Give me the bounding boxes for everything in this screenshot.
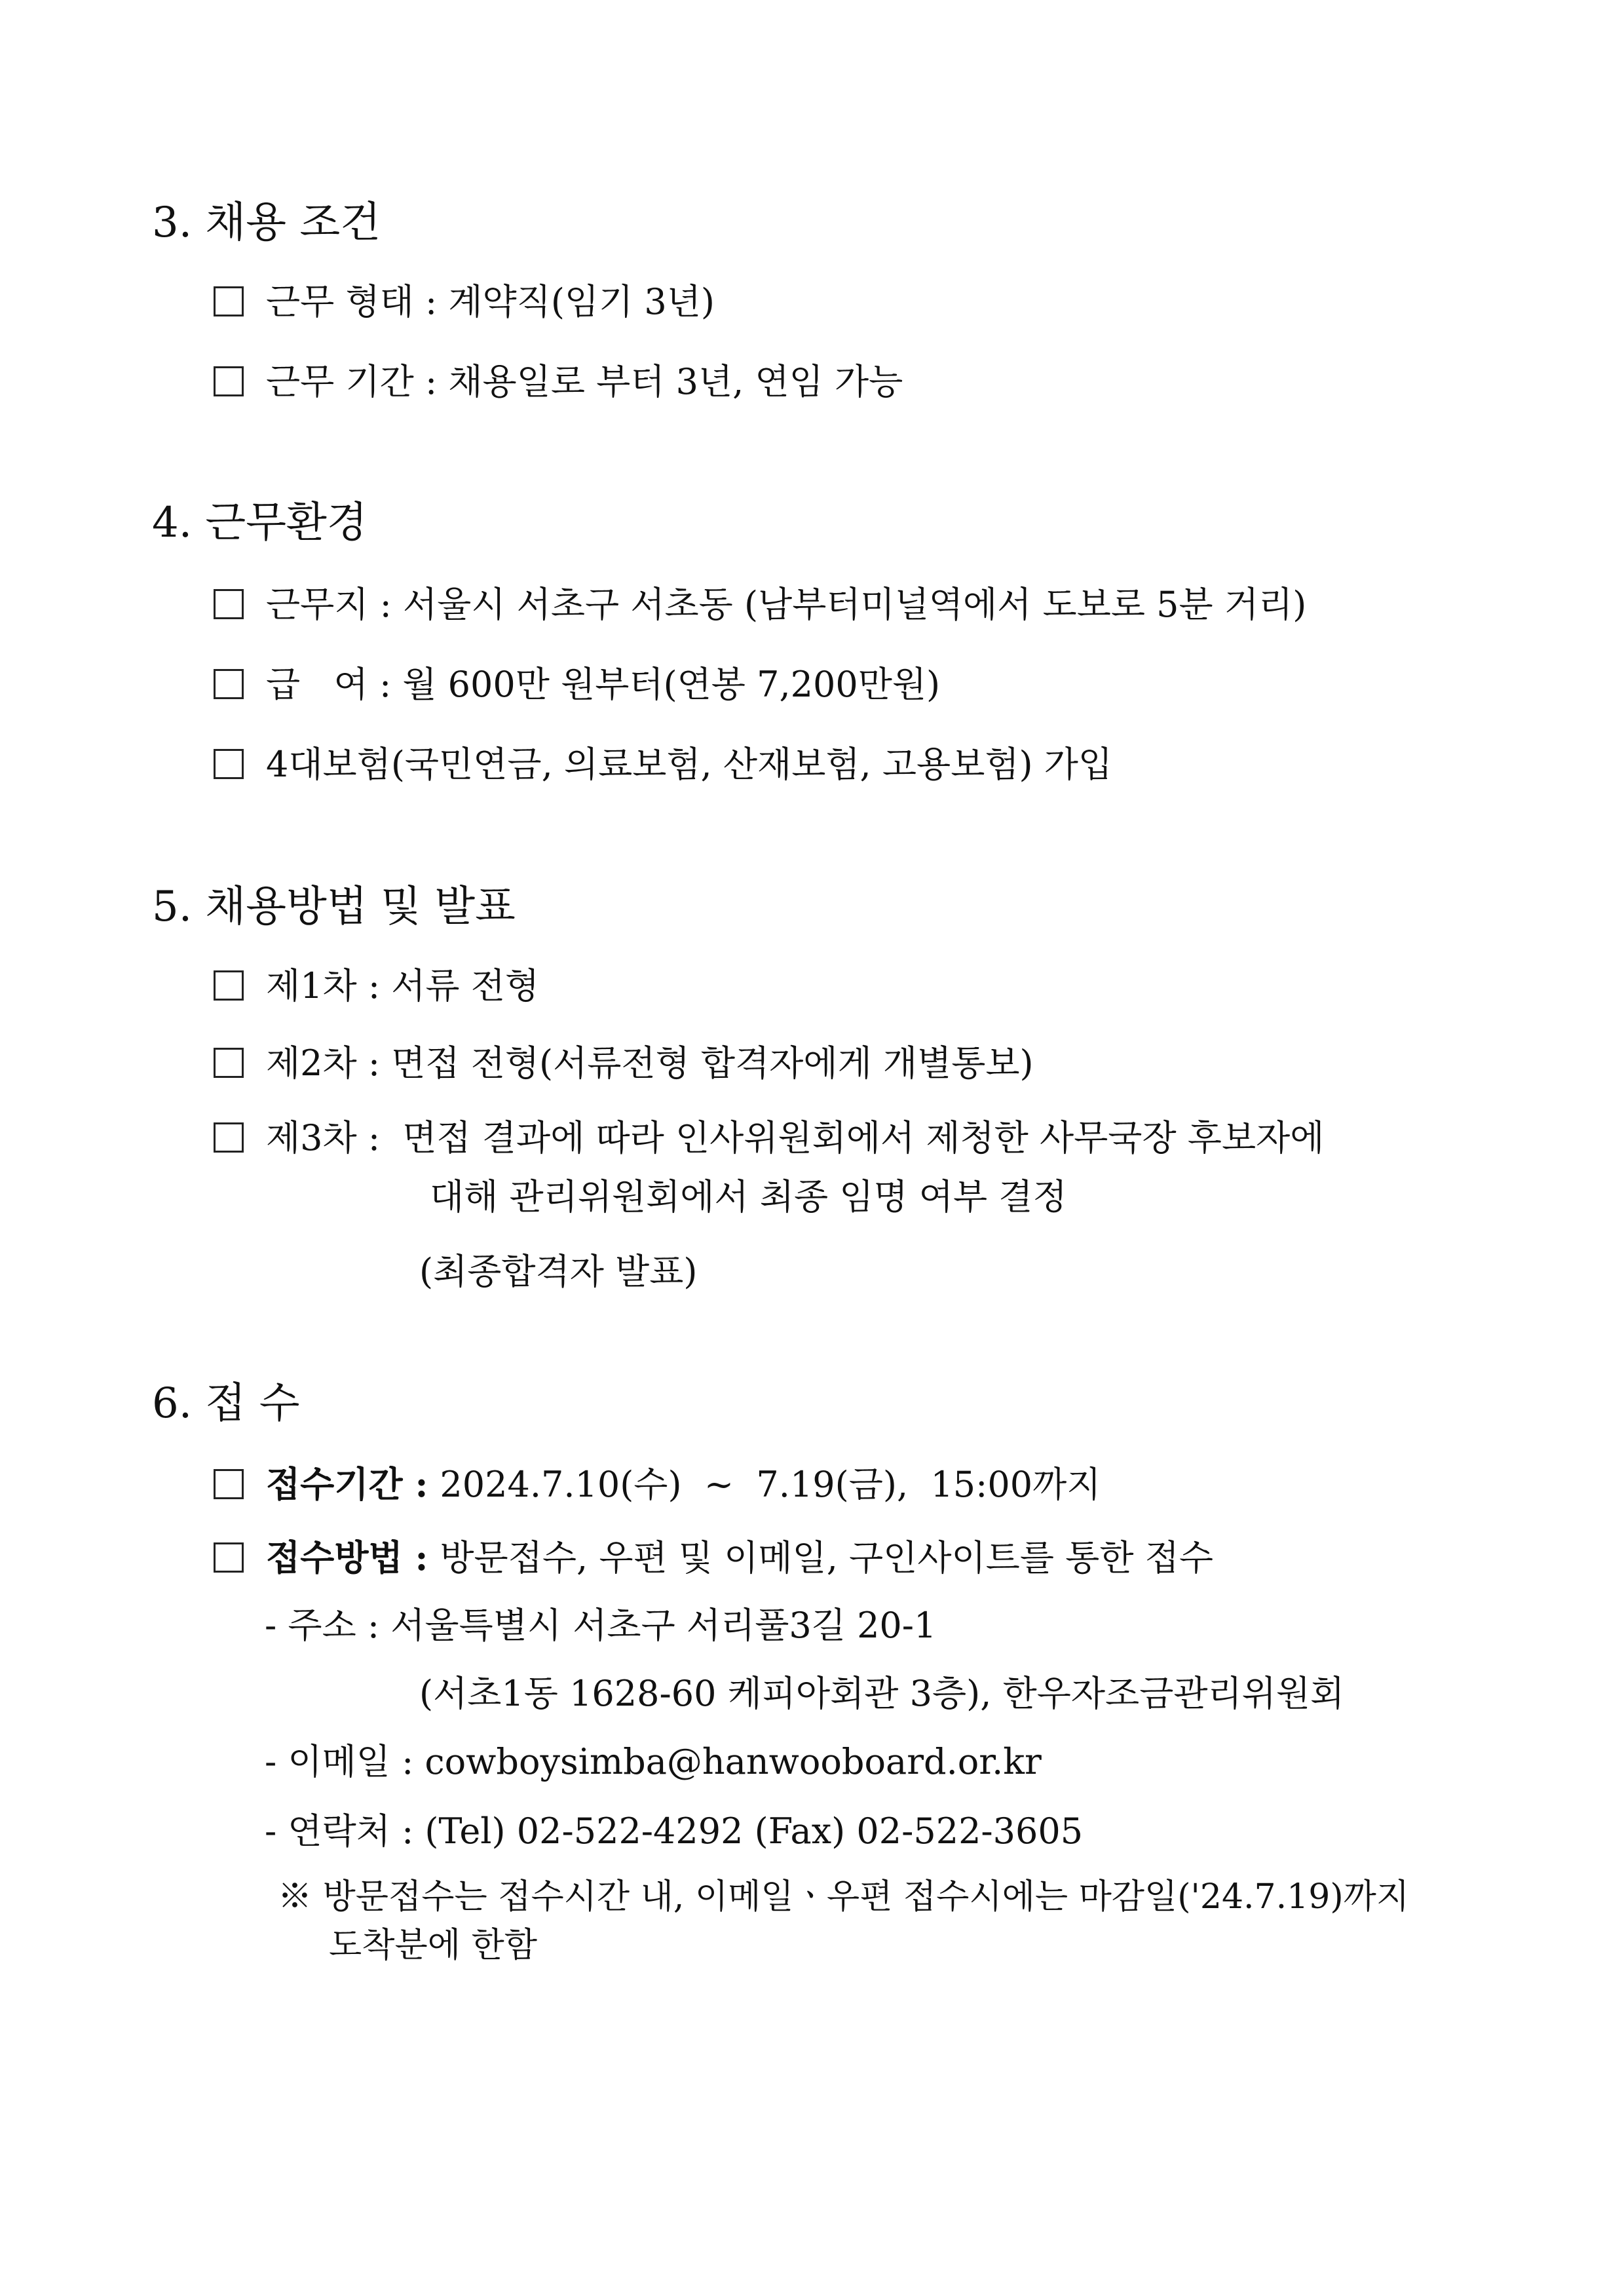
- list-item-text: 제2차 : 면접 전형(서류전형 합격자에게 개별통보): [266, 1043, 1034, 1084]
- contact-line: - 연락처 : (Tel) 02-522-4292 (Fax) 02-522-3605: [265, 1810, 1084, 1852]
- address-line: - 주소 : 서울특별시 서초구 서리풀3길 20-1: [265, 1605, 937, 1646]
- list-item-text: 4대보험(국민연금, 의료보험, 산재보험, 고용보험) 가입: [266, 744, 1113, 785]
- checkbox-icon: [214, 589, 244, 619]
- list-item-note: (최종합격자 발표): [419, 1251, 698, 1292]
- section-5-heading: 5. 채용방법 및 발표: [152, 883, 516, 931]
- checkbox-icon: [214, 1122, 244, 1153]
- list-item-continuation: 대해 관리위원회에서 최종 임명 여부 결정: [430, 1176, 1067, 1217]
- email-line: - 이메일 : cowboysimba@hanwooboard.or.kr: [265, 1741, 1042, 1782]
- checkbox-icon: [214, 669, 244, 699]
- list-item: [214, 742, 1112, 788]
- list-item-text: 근무지 : 서울시 서초구 서초동 (남부터미널역에서 도보로 5분 거리): [266, 584, 1307, 625]
- note-continuation: 도착분에 한함: [329, 1926, 537, 1965]
- address-continuation: (서초1동 1628-60 케피아회관 3층), 한우자조금관리위원회: [419, 1673, 1345, 1714]
- checkbox-icon: [214, 970, 244, 1001]
- list-item: [214, 1115, 1324, 1161]
- checkbox-icon: [214, 286, 244, 316]
- method-value: 방문접수, 우편 및 이메일, 구인사이트를 통한 접수: [440, 1537, 1213, 1578]
- list-item: [214, 1461, 1101, 1508]
- checkbox-icon: [214, 1542, 244, 1573]
- list-item: [214, 279, 715, 325]
- list-item-text: 제1차 : 서류 전형: [266, 965, 540, 1006]
- list-item: [214, 963, 539, 1009]
- section-6-heading: 6. 접 수: [152, 1379, 300, 1428]
- checkbox-icon: [214, 366, 244, 396]
- list-item-text: 급 여 : 월 600만 원부터(연봉 7,200만원): [266, 664, 941, 705]
- list-item: [214, 359, 903, 405]
- section-4-heading: 4. 근무환경: [152, 499, 368, 547]
- method-label: 접수방법 :: [266, 1537, 428, 1578]
- period-label: 접수기간 :: [266, 1463, 428, 1505]
- list-item: [214, 1041, 1034, 1086]
- checkbox-icon: [214, 749, 244, 779]
- checkbox-icon: [214, 1469, 244, 1499]
- list-item: [214, 662, 940, 708]
- checkbox-icon: [214, 1048, 244, 1078]
- list-item-text: 제3차 : 면접 결과에 따라 인사위원회에서 제청한 사무국장 후보자에: [266, 1117, 1325, 1158]
- list-item: [214, 1535, 1213, 1581]
- list-item-text: 근무 기간 : 채용일로 부터 3년, 연임 가능: [266, 361, 903, 402]
- list-item: [214, 582, 1306, 628]
- period-value: 2024.7.10(수) ~ 7.19(금), 15:00까지: [440, 1464, 1101, 1505]
- section-3-heading: 3. 채용 조건: [152, 199, 381, 247]
- note-line: ※ 방문접수는 접수시간 내, 이메일ㆍ우편 접수시에는 마감일('24.7.19)까지: [278, 1877, 1410, 1917]
- list-item-text: 근무 형태 : 계약직(임기 3년): [266, 281, 715, 322]
